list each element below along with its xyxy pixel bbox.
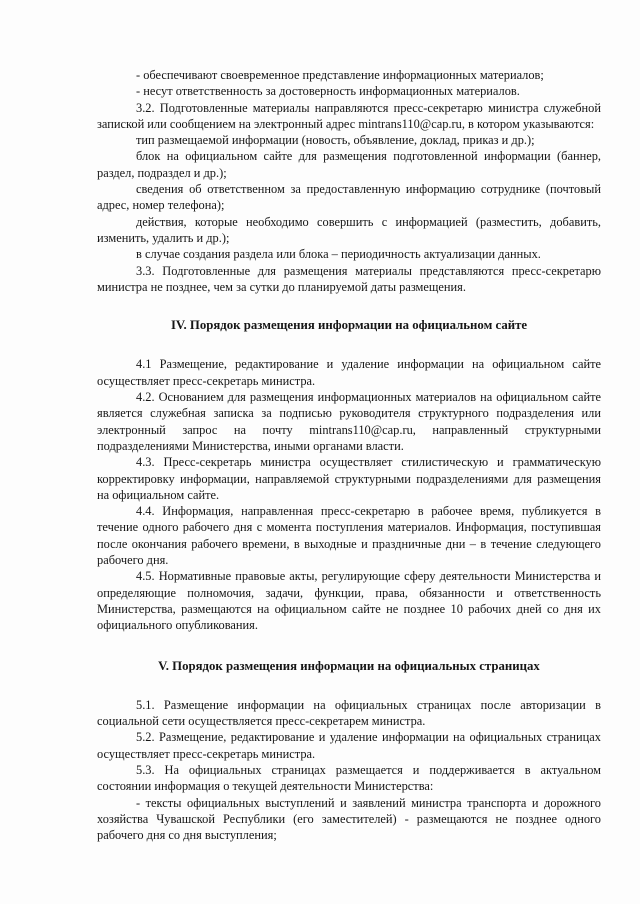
- paragraph: 4.5. Нормативные правовые акты, регулирующие сферу деятельности Министерства и определяющие полномочия, задачи, функции, права, обязанности и ответственность Министерства, размещаются на официальном сайте не позднее 10 рабочих дней со дня их официального опубликования.: [97, 569, 601, 633]
- paragraph: 4.2. Основанием для размещения информационных материалов на официальном сайте является служебная записка за подписью руководителя структурного подразделения или электронный запрос на почту mintrans110@cap.ru, направленный структурными подразделениями Министерства, иными органами власти.: [97, 390, 601, 453]
- paragraph: в случае создания раздела или блока – периодичность актуализации данных.: [136, 247, 541, 262]
- paragraph: 3.3. Подготовленные для размещения материалы представляются пресс-секретарю министра не позднее, чем за сутки до планируемой даты размещения.: [97, 263, 601, 294]
- paragraph: 5.3. На официальных страницах размещается и поддерживается в актуальном состоянии информация о текущей деятельности Министерства:: [97, 762, 601, 794]
- paragraph: 4.1 Размещение, редактирование и удаление информации на официальном сайте осуществляет пресс-секретарь министра.: [97, 357, 601, 388]
- paragraph: 4.4. Информация, направленная пресс-секретарю в рабочее время, публикуется в течение одного рабочего дня с момента поступления материалов. Информация, поступившая после окончания рабочего времени, в выходные и праздничные дни – в течение следующего рабочего дня.: [97, 504, 601, 568]
- paragraph: сведения об ответственном за предоставленную информацию сотруднике (почтовый адрес, номер телефона);: [97, 182, 601, 213]
- document-body: [97, 67, 601, 843]
- paragraph: - обеспечивают своевременное представление информационных материалов;: [136, 68, 544, 82]
- paragraph: тип размещаемой информации (новость, объявление, доклад, приказ и др.);: [136, 133, 535, 148]
- paragraph: - тексты официальных выступлений и заявлений министра транспорта и дорожного хозяйства Чувашской Республики (его заместителей) - размещаются не позднее одного рабочего дня со дня выступления;: [97, 795, 601, 843]
- paragraph: 5.1. Размещение информации на официальных страницах после авторизации в социальной сети осуществляется пресс-секретарем министра.: [97, 697, 601, 729]
- section-heading-iv: IV. Порядок размещения информации на официальном сайте: [170, 318, 528, 333]
- paragraph: 4.3. Пресс-секретарь министра осуществляет стилистическую и грамматическую корректировку информации, направляемой структурными подразделениями для размещения на официальном сайте.: [97, 455, 601, 502]
- paragraph: действия, которые необходимо совершить с информацией (разместить, добавить, изменить, удалить и др.);: [97, 214, 601, 245]
- paragraph: 3.2. Подготовленные материалы направляются пресс-секретарю министра служебной запиской или сообщением на электронный адрес mintrans110@cap.ru, в котором указываются:: [97, 100, 601, 131]
- section-heading-v: V. Порядок размещения информации на официальных страницах: [158, 658, 540, 673]
- paragraph: - несут ответственность за достоверность информационных материалов.: [136, 84, 520, 99]
- paragraph: блок на официальном сайте для размещения подготовленной информации (баннер, раздел, подраздел и др.);: [97, 149, 601, 180]
- paragraph: 5.2. Размещение, редактирование и удаление информации на официальных страницах осуществляет пресс-секретарь министра.: [97, 730, 601, 761]
